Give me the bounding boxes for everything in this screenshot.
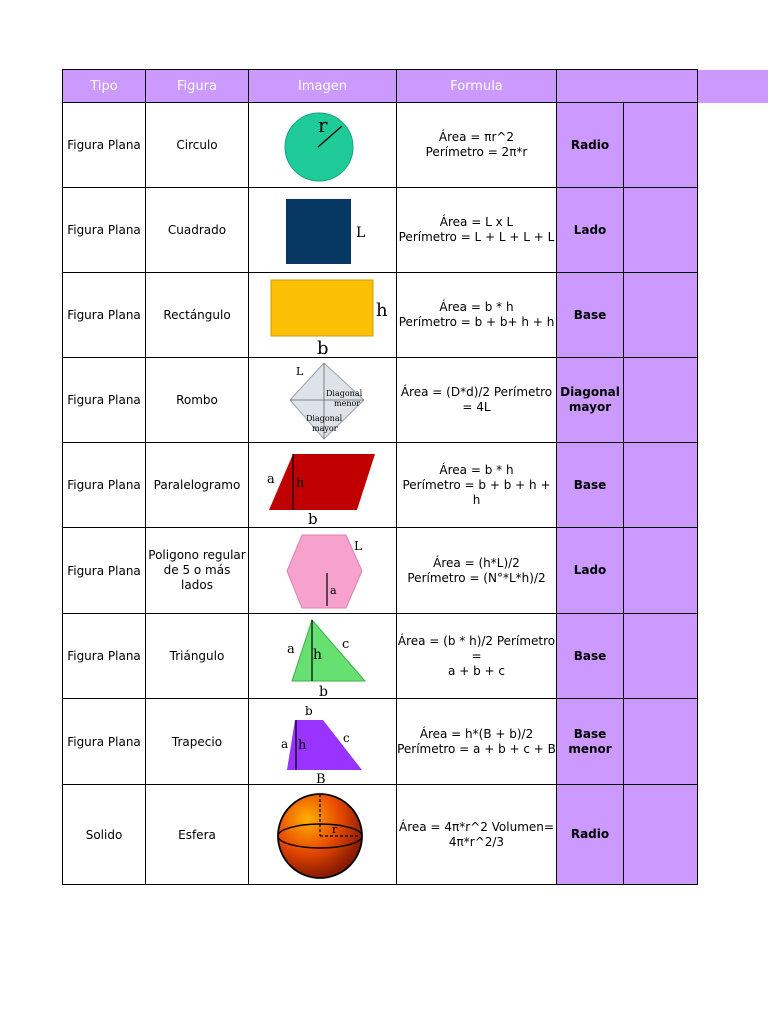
- svg-text:menor: menor: [333, 399, 360, 408]
- tipo-cell: Solido: [63, 785, 146, 885]
- table-row: [63, 443, 698, 528]
- header-formula: Formula: [397, 70, 557, 103]
- formula-cell: Área = h*(B + b)/2 Perímetro = a + b + c + B: [397, 699, 557, 785]
- table-row: [63, 528, 698, 614]
- table-row: [63, 103, 698, 188]
- header-tipo: Tipo: [63, 70, 146, 103]
- blank-cell: [624, 103, 698, 188]
- header-figura: Figura: [146, 70, 249, 103]
- tipo-cell: Figura Plana: [63, 358, 146, 443]
- svg-text:mayor: mayor: [311, 424, 338, 433]
- circle-icon: [250, 104, 396, 186]
- svg-text:b: b: [307, 510, 318, 526]
- formula-cell: Área = (D*d)/2 Perímetro = 4L: [397, 358, 557, 443]
- blank-cell: [624, 358, 698, 443]
- imagen-cell: [249, 699, 397, 785]
- imagen-cell: [249, 443, 397, 528]
- table-row: [63, 785, 698, 885]
- header-blank: [557, 70, 698, 103]
- sphere-icon: [250, 787, 396, 883]
- svg-text:h: h: [295, 476, 304, 491]
- svg-text:h: h: [375, 300, 388, 321]
- figura-cell: Cuadrado: [146, 188, 249, 273]
- table-row: [63, 699, 698, 785]
- tipo-cell: Figura Plana: [63, 614, 146, 699]
- tipo-cell: Figura Plana: [63, 528, 146, 614]
- figura-cell: Paralelogramo: [146, 443, 249, 528]
- blank-cell: [624, 188, 698, 273]
- imagen-cell: [249, 273, 397, 358]
- table-row: [63, 358, 698, 443]
- formula-cell: Área = 4π*r^2 Volumen= 4π*r^2/3: [397, 785, 557, 885]
- blank-cell: [624, 699, 698, 785]
- svg-text:r: r: [317, 113, 328, 137]
- square-icon: [250, 189, 396, 271]
- rhombus-icon: [250, 359, 396, 441]
- variable-cell: Base: [557, 273, 624, 358]
- hexagon-icon: [250, 530, 396, 612]
- figura-cell: Triángulo: [146, 614, 249, 699]
- svg-text:r: r: [331, 822, 337, 836]
- svg-text:h: h: [297, 737, 306, 753]
- imagen-cell: [249, 614, 397, 699]
- svg-text:L: L: [295, 365, 303, 378]
- imagen-cell: [249, 528, 397, 614]
- tipo-cell: Figura Plana: [63, 273, 146, 358]
- variable-cell: Base: [557, 614, 624, 699]
- svg-text:Diagonal: Diagonal: [305, 414, 342, 423]
- header-extension: [697, 70, 768, 103]
- variable-cell: Lado: [557, 188, 624, 273]
- tipo-cell: Figura Plana: [63, 103, 146, 188]
- variable-cell: Radio: [557, 785, 624, 885]
- figura-cell: Poligono regular de 5 o más lados: [146, 528, 249, 614]
- trapezoid-icon: [250, 701, 396, 783]
- formula-cell: Área = L x L Perímetro = L + L + L + L: [397, 188, 557, 273]
- header-row: [63, 70, 698, 103]
- header-imagen: Imagen: [249, 70, 397, 103]
- rectangle-icon: [250, 274, 396, 356]
- figura-cell: Rectángulo: [146, 273, 249, 358]
- triangle-icon: [250, 615, 396, 697]
- blank-cell: [624, 614, 698, 699]
- tipo-cell: Figura Plana: [63, 443, 146, 528]
- variable-cell: Radio: [557, 103, 624, 188]
- svg-text:c: c: [342, 730, 350, 745]
- table-row: [63, 614, 698, 699]
- figures-table: [62, 69, 698, 885]
- variable-cell: Lado: [557, 528, 624, 614]
- table-row: [63, 273, 698, 358]
- figura-cell: Esfera: [146, 785, 249, 885]
- svg-text:c: c: [341, 637, 349, 652]
- table-row: [63, 188, 698, 273]
- svg-text:a: a: [266, 472, 275, 487]
- parallelogram-icon: [250, 444, 396, 526]
- svg-text:B: B: [315, 771, 326, 783]
- tipo-cell: Figura Plana: [63, 699, 146, 785]
- formula-cell: Área = (h*L)/2 Perímetro = (N°*L*h)/2: [397, 528, 557, 614]
- variable-cell: Base: [557, 443, 624, 528]
- formula-cell: Área = (b * h)/2 Perímetro = a + b + c: [397, 614, 557, 699]
- variable-cell: Diagonal mayor: [557, 358, 624, 443]
- figura-cell: Circulo: [146, 103, 249, 188]
- svg-text:b: b: [316, 338, 329, 356]
- svg-text:a: a: [286, 642, 295, 657]
- formula-cell: Área = πr^2 Perímetro = 2π*r: [397, 103, 557, 188]
- imagen-cell: [249, 785, 397, 885]
- formula-cell: Área = b * h Perímetro = b + b+ h + h: [397, 273, 557, 358]
- svg-text:L: L: [355, 225, 365, 241]
- imagen-cell: [249, 188, 397, 273]
- svg-text:b: b: [304, 703, 313, 718]
- blank-cell: [624, 443, 698, 528]
- svg-text:b: b: [318, 684, 328, 697]
- imagen-cell: [249, 358, 397, 443]
- variable-cell: Base menor: [557, 699, 624, 785]
- figura-cell: Trapecio: [146, 699, 249, 785]
- blank-cell: [624, 785, 698, 885]
- svg-text:a: a: [280, 736, 288, 751]
- blank-cell: [624, 273, 698, 358]
- svg-text:h: h: [312, 647, 322, 663]
- svg-text:L: L: [353, 538, 362, 553]
- formula-cell: Área = b * h Perímetro = b + b + h + h: [397, 443, 557, 528]
- figura-cell: Rombo: [146, 358, 249, 443]
- blank-cell: [624, 528, 698, 614]
- imagen-cell: [249, 103, 397, 188]
- svg-text:Diagonal: Diagonal: [325, 389, 362, 398]
- svg-text:a: a: [329, 583, 337, 597]
- tipo-cell: Figura Plana: [63, 188, 146, 273]
